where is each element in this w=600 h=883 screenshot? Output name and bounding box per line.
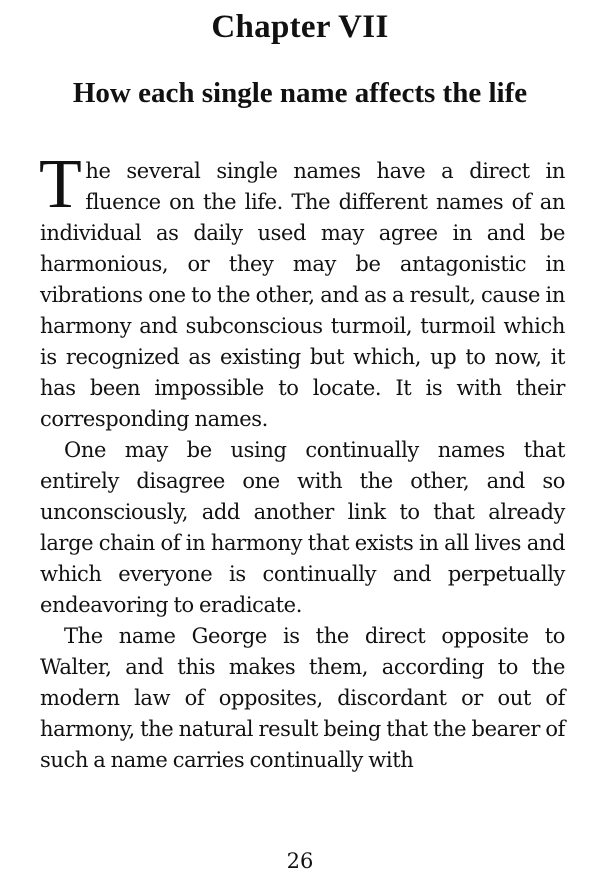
paragraph-2: One may be using continually names that entirely disagree one with the other, and so unconsciously, add another link to that already large chain of in harmony that exists in all lives and which everyone is continually and perpetually endeavoring to eradicate. (40, 438, 565, 617)
drop-cap: T (39, 146, 82, 223)
chapter-subtitle: How each single name affects the life (72, 77, 528, 109)
chapter-title: Chapter VII (211, 9, 389, 45)
paragraph-3: The name George is the direct opposite to Walter, and this makes them, according to the modern law of opposites, discordant or out of harmony, the natural result being that the bearer of such a name carries continually with (40, 624, 565, 772)
page-number: 26 (286, 849, 314, 873)
chapter-body (39, 146, 565, 776)
paragraph-1 (39, 146, 565, 435)
paragraph-1-text: he several single names have a direct in fluence on the life. The different names of an individual as daily used may agree in and be harmonious, or they may be antagonistic in vibrations one to the other, and as a result, cause in harmony and subconscious turmoil, turmoil which is recognized as existing but which, up to now, it has been impossible to locate. It is with their corresponding names. (40, 159, 565, 431)
